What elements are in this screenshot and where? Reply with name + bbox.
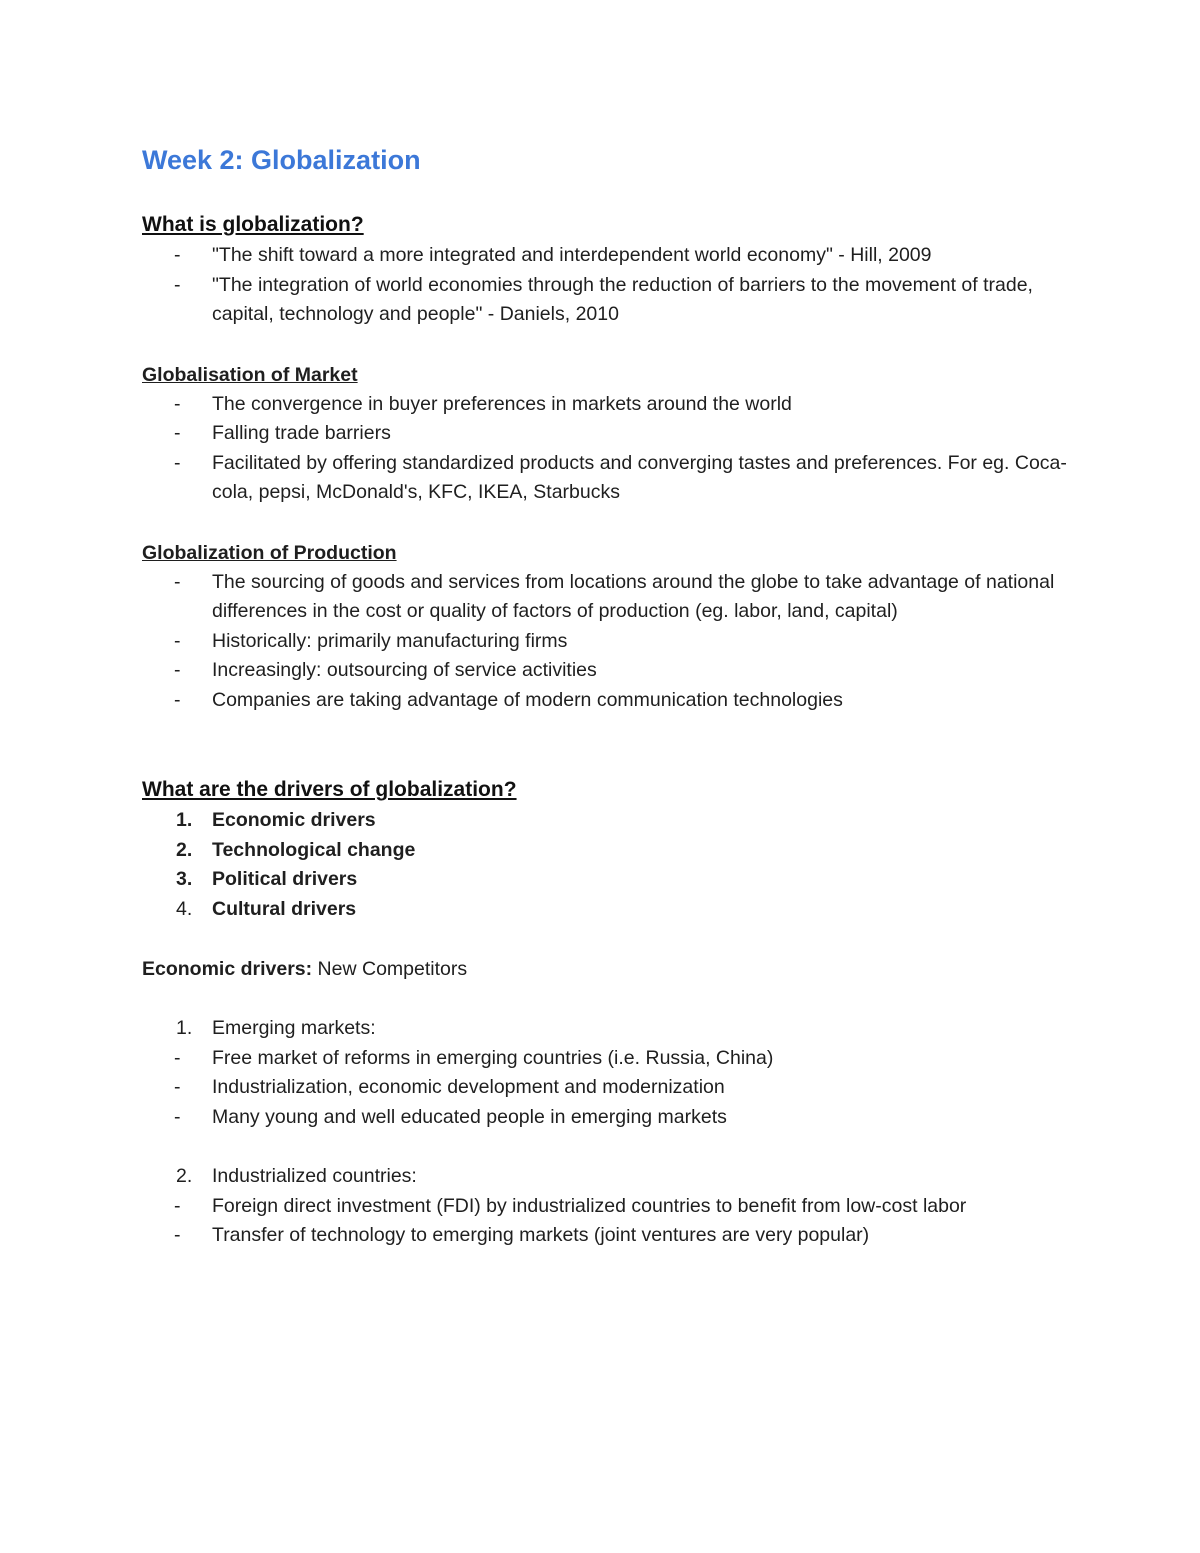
list-item: 1. Emerging markets: xyxy=(142,1014,1072,1044)
subheading-globalization-of-production: Globalization of Production xyxy=(142,541,397,564)
economic-drivers-text: New Competitors xyxy=(312,958,468,980)
number-marker: 1. xyxy=(176,1017,193,1039)
list-item: - Falling trade barriers xyxy=(142,419,1072,449)
dash-marker: - xyxy=(174,1194,181,1217)
page-title: Week 2: Globalization xyxy=(142,145,421,175)
list-item: - Facilitated by offering standardized products and converging tastes and preferences. For eg. Coca-cola, pepsi, McDonald's, KFC, IKEA, Starbucks xyxy=(142,449,1072,508)
list-item: - The sourcing of goods and services from locations around the globe to take advantage of national differences in the cost or quality of factors of production (eg. labor, land, capital) xyxy=(142,568,1072,627)
number-marker: 4. xyxy=(176,897,193,920)
emerging-list xyxy=(142,1044,1072,1133)
list-item: - Foreign direct investment (FDI) by industrialized countries to benefit from low-cost labor xyxy=(142,1192,1072,1222)
dash-marker: - xyxy=(174,1046,181,1069)
dash-marker: - xyxy=(174,570,181,593)
emerging-heading-list xyxy=(142,1014,1072,1044)
number-marker: 2. xyxy=(176,838,193,861)
list-item: 2. Technological change xyxy=(142,836,1072,866)
dash-marker: - xyxy=(174,392,181,415)
market-list xyxy=(142,390,1072,508)
dash-marker: - xyxy=(174,1105,181,1128)
dash-marker: - xyxy=(174,629,181,652)
list-item: - Free market of reforms in emerging countries (i.e. Russia, China) xyxy=(142,1044,1072,1074)
list-item: 3. Political drivers xyxy=(142,865,1072,895)
document-page xyxy=(142,140,1072,1251)
industrialized-heading-list xyxy=(142,1162,1072,1192)
number-marker: 3. xyxy=(176,868,193,890)
drivers-list xyxy=(142,806,1072,924)
dash-marker: - xyxy=(174,451,181,474)
economic-drivers-paragraph xyxy=(142,954,1072,984)
dash-marker: - xyxy=(174,1076,181,1098)
list-item: - Historically: primarily manufacturing firms xyxy=(142,627,1072,657)
industrialized-list xyxy=(142,1192,1072,1251)
dash-marker: - xyxy=(174,659,181,681)
dash-marker: - xyxy=(174,688,181,711)
list-item: 2. Industrialized countries: xyxy=(142,1162,1072,1192)
dash-marker: - xyxy=(174,273,181,296)
definition-list xyxy=(142,241,1072,330)
dash-marker: - xyxy=(174,1224,181,1246)
dash-marker: - xyxy=(174,422,181,444)
dash-marker: - xyxy=(174,244,181,266)
list-item: - Transfer of technology to emerging markets (joint ventures are very popular) xyxy=(142,1221,1072,1251)
number-marker: 2. xyxy=(176,1165,193,1187)
list-item: - Increasingly: outsourcing of service activities xyxy=(142,656,1072,686)
list-item: - Companies are taking advantage of modern communication technologies xyxy=(142,686,1072,716)
list-item: - Industrialization, economic development and modernization xyxy=(142,1073,1072,1103)
list-item: - The convergence in buyer preferences in markets around the world xyxy=(142,390,1072,420)
list-item: - "The integration of world economies through the reduction of barriers to the movement of trade, capital, technology and people" - Daniels, 2010 xyxy=(142,271,1072,330)
list-item: 1. Economic drivers xyxy=(142,806,1072,836)
section-heading-what-is-globalization: What is globalization? xyxy=(142,213,364,236)
list-item: - "The shift toward a more integrated and interdependent world economy" - Hill, 2009 xyxy=(142,241,1072,271)
list-item: 4. Cultural drivers xyxy=(142,895,1072,925)
economic-drivers-label: Economic drivers: xyxy=(142,958,313,980)
section-heading-drivers: What are the drivers of globalization? xyxy=(142,778,517,801)
number-marker: 1. xyxy=(176,809,193,831)
subheading-globalisation-of-market: Globalisation of Market xyxy=(142,363,358,386)
list-item: - Many young and well educated people in emerging markets xyxy=(142,1103,1072,1133)
production-list xyxy=(142,568,1072,716)
